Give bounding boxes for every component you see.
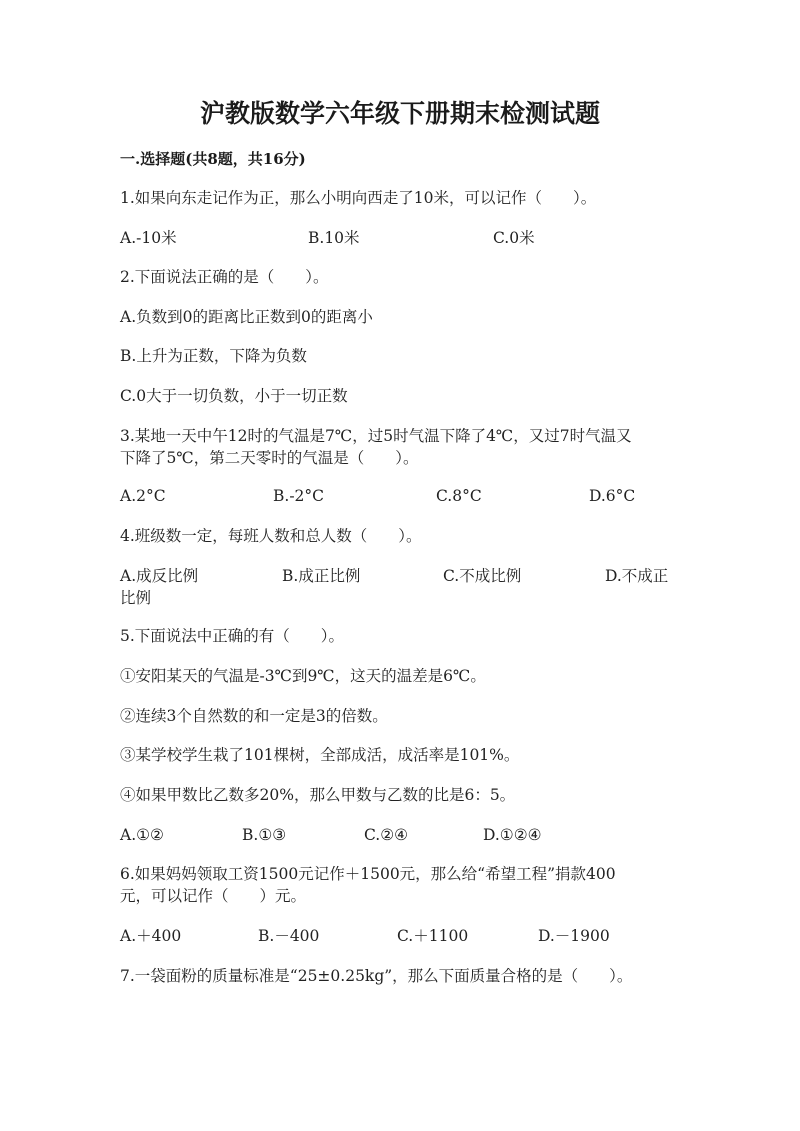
question-1-option-c: C.0米 [493,229,535,247]
question-3-stem-line-1: 3.某地一天中午12时的气温是7℃，过5时气温下降了4℃，又过7时气温又 [120,427,632,445]
question-3-option-d: D.6°C [589,487,636,505]
question-6-stem-line-2: 元，可以记作（ ）元。 [120,887,307,905]
section-heading: 一.选择题(共8题，共16分) [120,150,306,168]
question-6-option-b: B.－400 [258,927,320,945]
question-4-option-c: C.不成比例 [443,567,522,585]
question-3-option-a: A.2°C [120,487,166,505]
question-5-option-d: D.①②④ [483,826,542,844]
question-5-statement-3: ③某学校学生栽了101棵树，全部成活，成活率是101%。 [120,746,520,764]
question-1-option-a: A.-10米 [120,229,177,247]
question-4-option-d: D.不成正 [605,567,669,585]
question-5-option-c: C.②④ [364,826,409,844]
question-3-option-c: C.8°C [436,487,482,505]
question-5-statement-4: ④如果甲数比乙数多20%，那么甲数与乙数的比是6：5。 [120,786,516,804]
page-title: 沪教版数学六年级下册期末检测试题 [199,99,600,128]
question-6-stem-line-1: 6.如果妈妈领取工资1500元记作＋1500元，那么给“希望工程”捐款400 [120,865,616,883]
question-6-option-d: D.－1900 [538,927,610,945]
question-6-option-c: C.＋1100 [397,927,469,945]
question-4-option-b: B.成正比例 [282,567,361,585]
question-5-statement-1: ①安阳某天的气温是-3℃到9℃，这天的温差是6℃。 [120,667,486,685]
question-1-stem: 1.如果向东走记作为正，那么小明向西走了10米，可以记作（ ）。 [120,189,597,207]
question-6-option-a: A.＋400 [120,927,182,945]
question-5-option-a: A.①② [120,826,164,844]
question-5-option-b: B.①③ [242,826,287,844]
question-2-option-c: C.0大于一切负数，小于一切正数 [120,387,348,405]
question-5-stem: 5.下面说法中正确的有（ ）。 [120,627,345,645]
question-2-option-a: A.负数到0的距离比正数到0的距离小 [120,308,373,326]
question-5-statement-2: ②连续3个自然数的和一定是3的倍数。 [120,707,388,725]
question-4-option-d-continued: 比例 [120,589,152,607]
question-4-stem: 4.班级数一定，每班人数和总人数（ ）。 [120,527,422,545]
question-2-option-b: B.上升为正数，下降为负数 [120,347,307,365]
question-3-stem-line-2: 下降了5℃，第二天零时的气温是（ ）。 [120,449,419,467]
question-7-stem: 7.一袋面粉的质量标准是“25±0.25kg”，那么下面质量合格的是（ ）。 [120,967,633,985]
question-1-option-b: B.10米 [308,229,360,247]
question-2-stem: 2.下面说法正确的是（ ）。 [120,268,329,286]
question-3-option-b: B.-2°C [273,487,325,505]
question-4-option-a: A.成反比例 [120,567,199,585]
